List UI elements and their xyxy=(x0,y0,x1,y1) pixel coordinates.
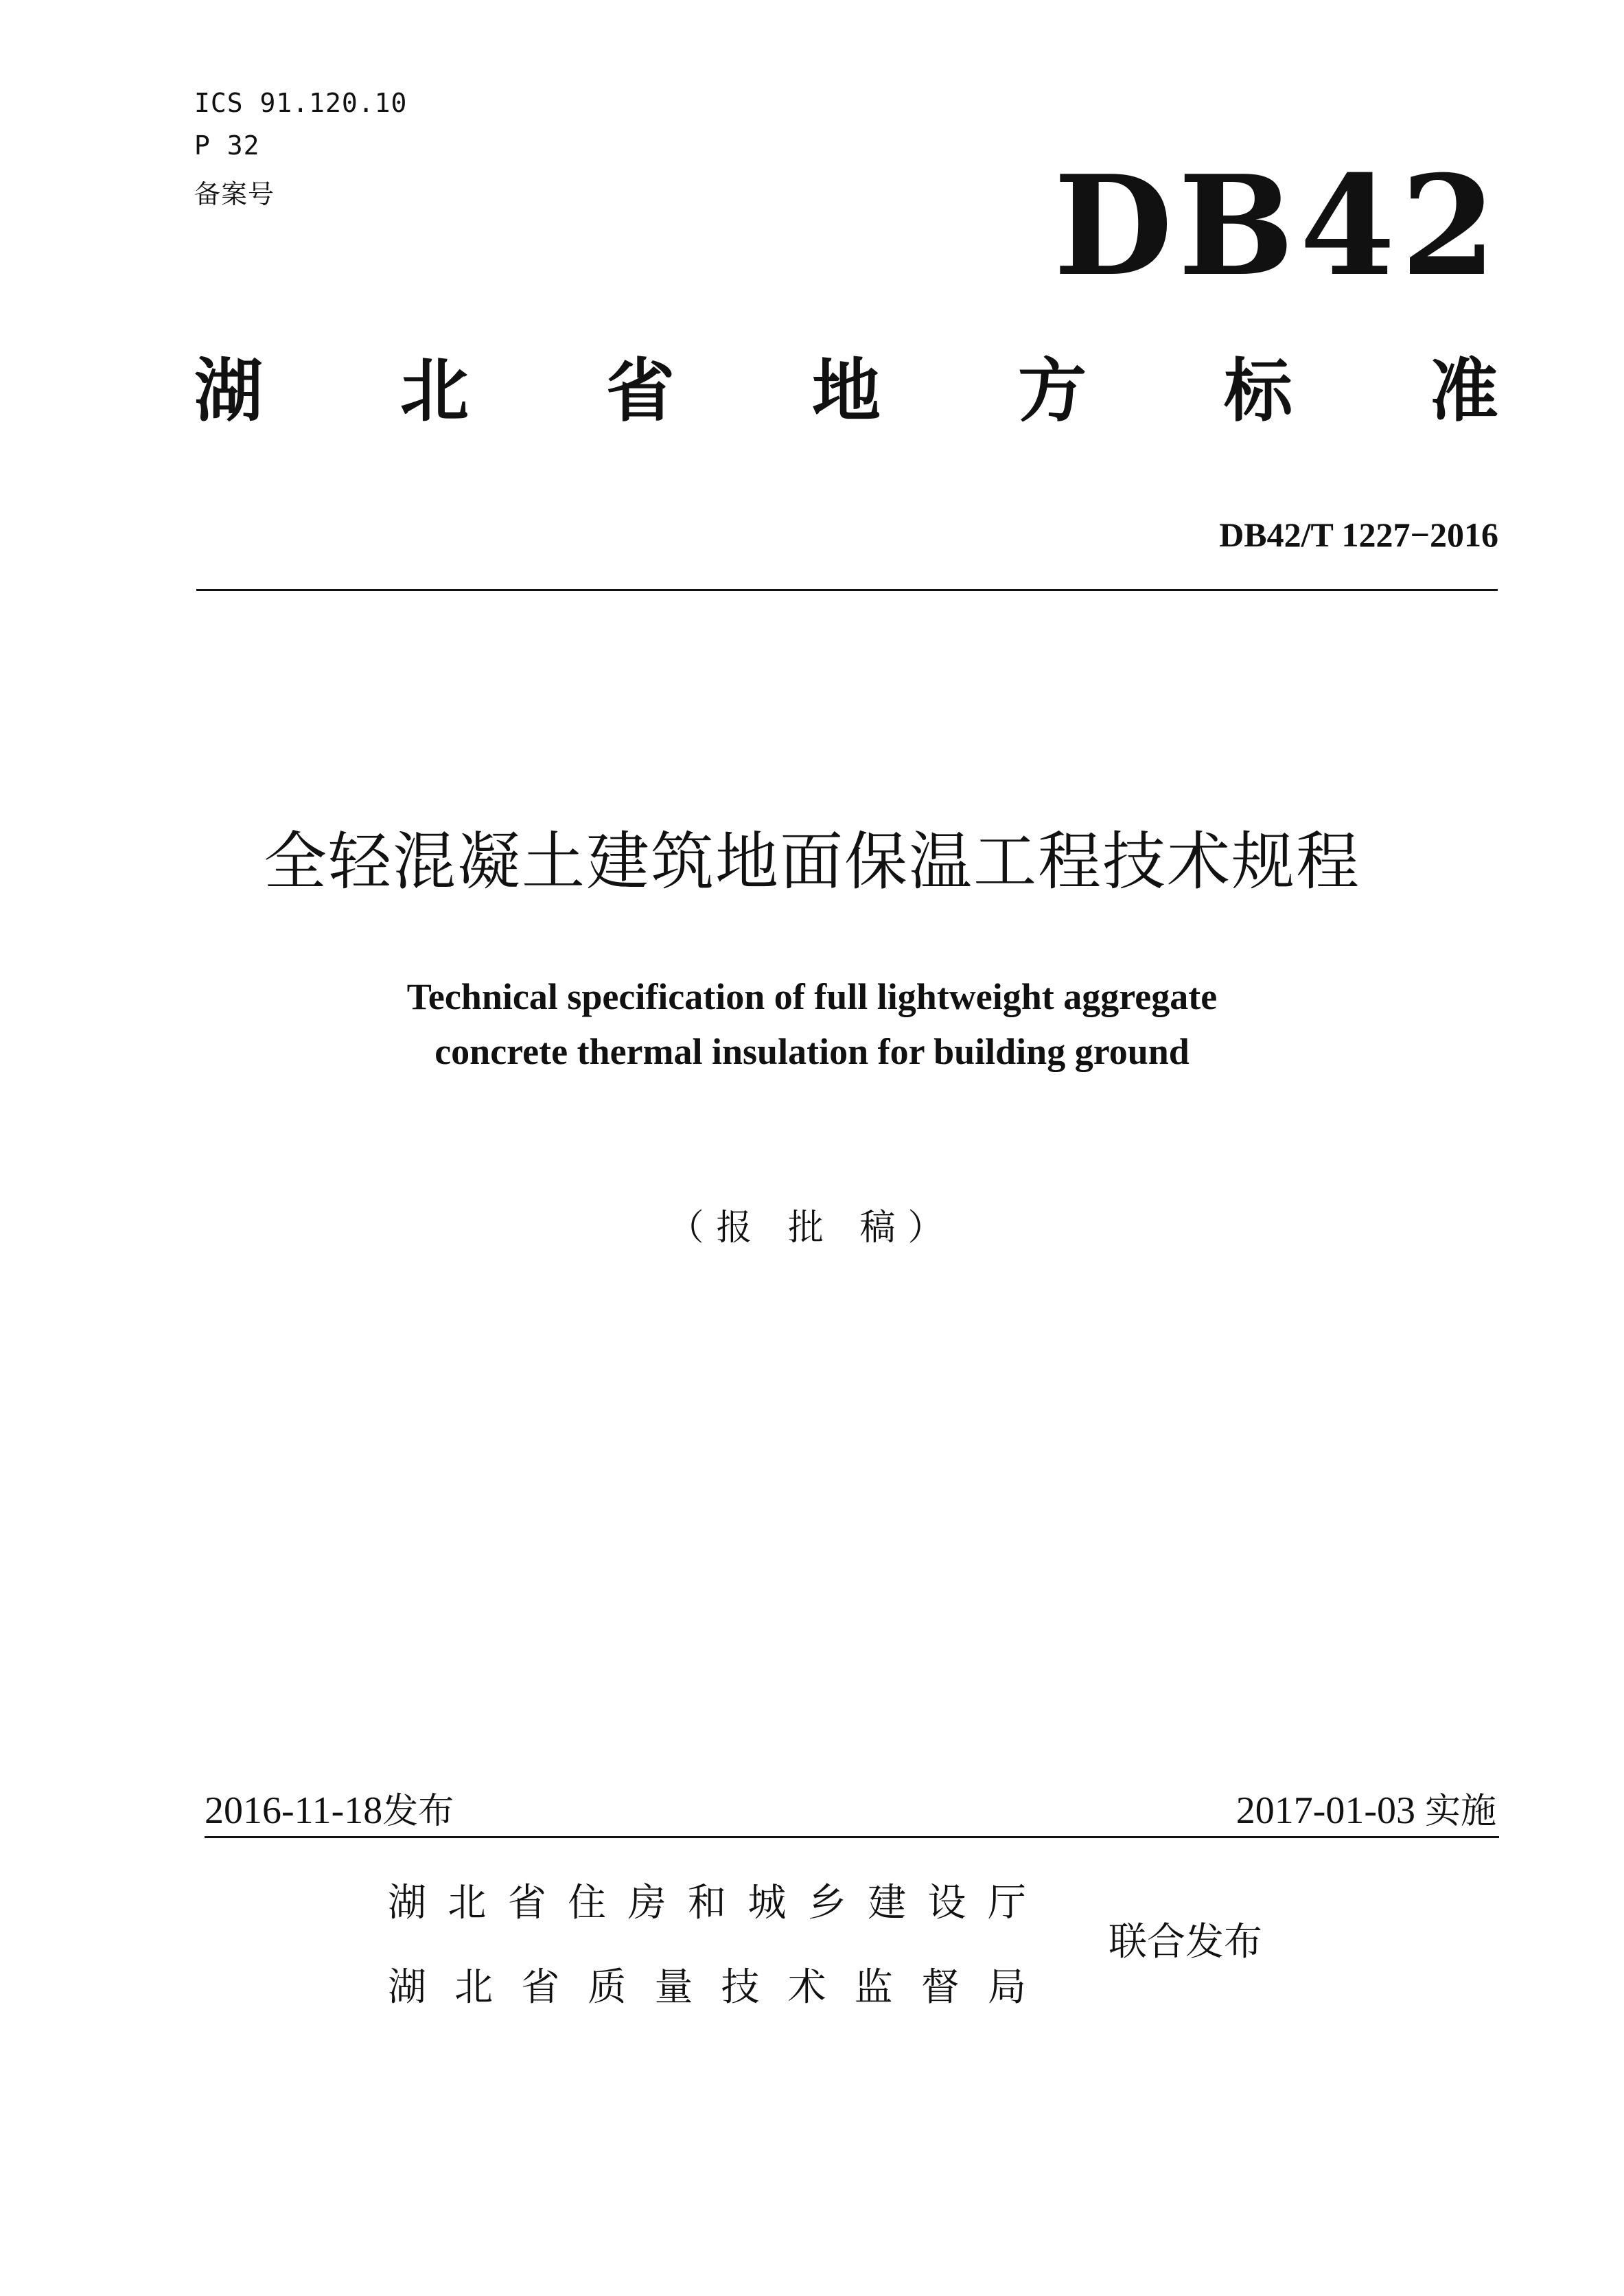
issuer-char: 督 xyxy=(920,1965,960,2010)
heading-char: 标 xyxy=(1224,351,1292,431)
issue-date-value: 2016-11-18 xyxy=(205,1789,383,1832)
issuer-char: 城 xyxy=(747,1881,787,1925)
issuer-char: 北 xyxy=(454,1965,494,2010)
issue-date-suffix: 发布 xyxy=(382,1791,454,1832)
standard-number: DB42/T 1227−2016 xyxy=(1219,515,1498,554)
draft-status-label: （报 批 稿） xyxy=(668,1207,956,1249)
issuer-quality-bureau xyxy=(388,1965,1026,2010)
issuer-char: 厅 xyxy=(987,1881,1026,1925)
issuer-char: 量 xyxy=(654,1965,693,2010)
issuer-char: 质 xyxy=(588,1965,627,2010)
issuer-char: 湖 xyxy=(388,1881,426,1925)
heading-char: 湖 xyxy=(194,351,263,431)
issuer-char: 术 xyxy=(787,1965,826,2010)
issue-date xyxy=(205,1791,454,1830)
record-number-label: 备案号 xyxy=(194,179,275,209)
issuer-char: 和 xyxy=(687,1881,726,1925)
bottom-divider xyxy=(205,1836,1499,1838)
issuer-char: 设 xyxy=(927,1881,966,1925)
effective-date-suffix: 实施 xyxy=(1424,1791,1496,1832)
joint-release-label: 联合发布 xyxy=(1109,1920,1262,1964)
ics-code: ICS 91.120.10 xyxy=(194,88,408,118)
issuer-char: 局 xyxy=(987,1965,1026,2010)
issuer-char: 建 xyxy=(868,1881,907,1925)
heading-char: 省 xyxy=(606,351,675,431)
standard-type-heading xyxy=(194,351,1498,431)
heading-char: 地 xyxy=(812,351,881,431)
issuer-char: 技 xyxy=(721,1965,760,2010)
effective-date-value: 2017-01-03 xyxy=(1236,1789,1415,1832)
issuer-char: 北 xyxy=(448,1881,487,1925)
issuer-char: 住 xyxy=(568,1881,607,1925)
issuer-char: 省 xyxy=(507,1881,546,1925)
title-chinese: 全轻混凝土建筑地面保温工程技术规程 xyxy=(263,825,1360,898)
issuer-char: 房 xyxy=(627,1881,666,1925)
issuer-char: 省 xyxy=(521,1965,560,2010)
classification-code: P 32 xyxy=(194,130,260,161)
issuer-char: 乡 xyxy=(807,1881,846,1925)
title-english-line-2: concrete thermal insulation for building ground xyxy=(434,1031,1190,1072)
effective-date xyxy=(1236,1791,1496,1830)
title-english-line-1: Technical specification of full lightweight aggregate xyxy=(406,976,1218,1017)
heading-char: 北 xyxy=(400,351,469,431)
heading-char: 方 xyxy=(1018,351,1087,431)
db42-logo: DB42 xyxy=(1054,146,1502,307)
issuer-housing-department xyxy=(388,1881,1026,1925)
issuer-char: 监 xyxy=(854,1965,893,2010)
heading-char: 准 xyxy=(1430,351,1498,431)
issuer-char: 湖 xyxy=(388,1965,426,2010)
top-divider xyxy=(196,589,1498,591)
